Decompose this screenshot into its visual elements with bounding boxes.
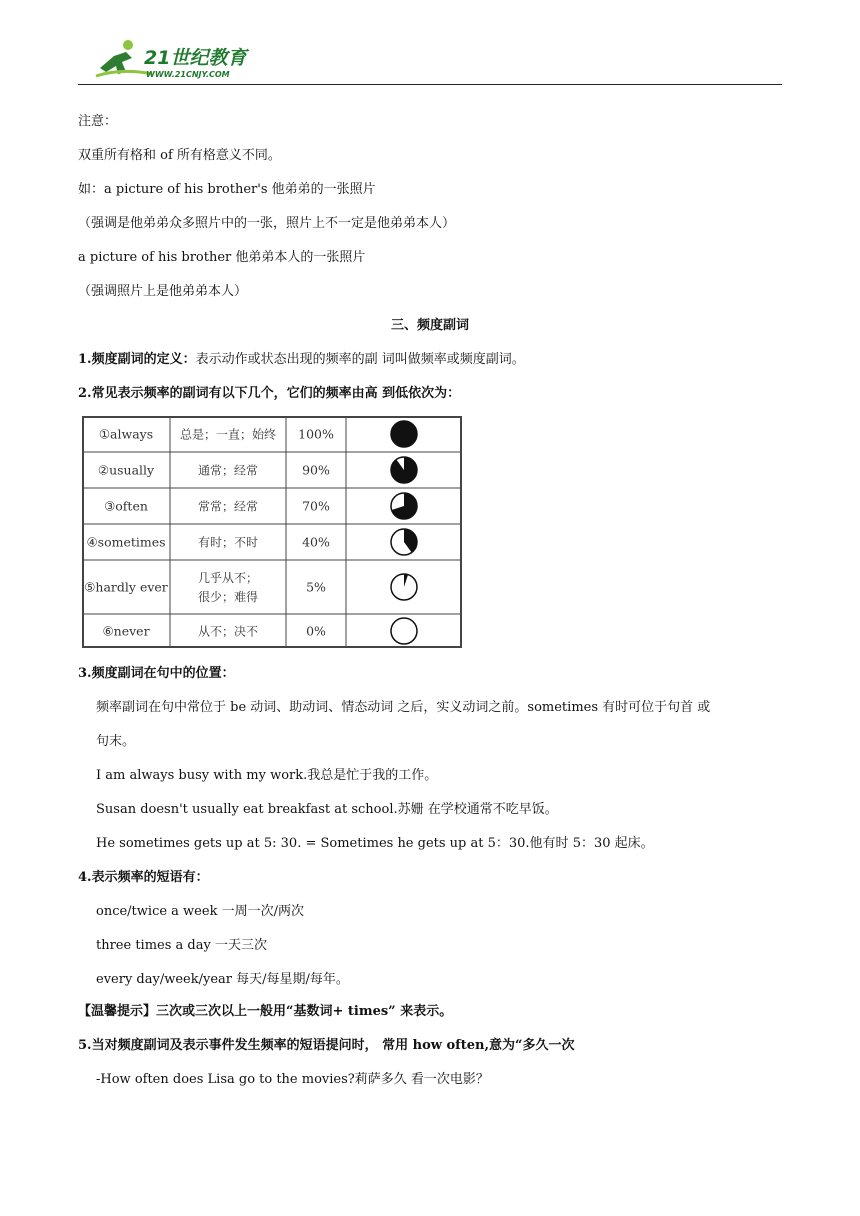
example-1: 如：a picture of his brother's 他弟弟的一张照片	[78, 182, 376, 197]
table-cell-word: ④sometimes	[86, 534, 166, 550]
paragraph-3-text: 频率副词在句中常位于 be 动词、助动词、情态动词 之后，实义动词之前。sometimes 有时可位于句首 或	[96, 700, 711, 715]
phrase-item: three times a day 一天三次	[96, 938, 267, 953]
frequency-fill	[391, 421, 417, 447]
example-sentence: He sometimes gets up at 5: 30. = Sometimes he gets up at 5：30.他有时 5：30 起床。	[96, 836, 654, 851]
frequency-table	[82, 416, 462, 648]
logo-text: 21世纪教育	[144, 47, 247, 69]
tip: 【温馨提示】三次或三次以上一般用“基数词+ times” 来表示。	[78, 1004, 453, 1019]
header-divider	[78, 84, 782, 85]
paragraph-3-text-cont: 句末。	[96, 734, 136, 749]
table-cell-word: ③often	[104, 498, 148, 514]
paragraph-1-label: 1.频度副词的定义：	[78, 352, 196, 367]
example-2-note: （强调照片上是他弟弟本人）	[78, 284, 248, 299]
paragraph-2: 2.常见表示频率的副词有以下几个，它们的频率由高 到低依次为：	[78, 386, 461, 401]
table-cell-meaning: 常常；经常	[197, 499, 259, 514]
paragraph-1	[78, 352, 525, 368]
phrase-item: once/twice a week 一周一次/两次	[96, 904, 304, 919]
paragraph-5: 5.当对频度副词及表示事件发生频率的短语提问时， 常用 how often,意为“多久一次	[78, 1038, 575, 1053]
table-cell-word: ①always	[98, 426, 154, 442]
table-cell-word: ②usually	[97, 462, 155, 478]
table-cell-percent: 90%	[302, 462, 330, 478]
table-cell-meaning: 几乎从不；	[197, 571, 259, 585]
example-2: a picture of his brother 他弟弟本人的一张照片	[78, 250, 366, 265]
table-cell-word: ⑤hardly ever	[84, 579, 168, 595]
table-cell-meaning: 有时；不时	[197, 535, 259, 550]
example-sentence: I am always busy with my work.我总是忙于我的工作。	[96, 768, 438, 783]
table-cell-meaning: 总是；一直；始终	[179, 427, 277, 442]
table-cell-meaning: 通常；经常	[197, 463, 259, 478]
note-line: 双重所有格和 of 所有格意义不同。	[78, 148, 281, 163]
logo	[92, 38, 262, 82]
frequency-fill	[391, 457, 417, 483]
table-cell-meaning: 从不；决不	[197, 624, 259, 639]
example-sentence: -How often does Lisa go to the movies?莉萨多久 看一次电影？	[96, 1072, 489, 1087]
paragraph-1-text: 表示动作或状态出现的频率的副 词叫做频率或频度副词。	[195, 352, 525, 367]
frequency-circle-icon	[391, 618, 417, 644]
section-title: 三、频度副词	[390, 318, 469, 333]
table-cell-word: ⑥never	[102, 623, 150, 639]
table-cell-meaning: 很少；难得	[197, 590, 259, 604]
phrase-item: every day/week/year 每天/每星期/每年。	[96, 972, 349, 987]
paragraph-4: 4.表示频率的短语有：	[78, 870, 209, 885]
table-cell-percent: 70%	[302, 498, 330, 514]
example-1-note: （强调是他弟弟众多照片中的一张，照片上不一定是他弟弟本人）	[78, 216, 456, 231]
example-sentence: Susan doesn't usually eat breakfast at school.苏姗 在学校通常不吃早饭。	[96, 802, 558, 817]
paragraph-3: 3.频度副词在句中的位置：	[78, 666, 235, 681]
table-cell-percent: 0%	[306, 623, 326, 639]
table-cell-percent: 5%	[306, 579, 326, 595]
table-cell-percent: 100%	[298, 426, 334, 442]
logo-url: WWW.21CNJY.COM	[146, 70, 230, 79]
table-cell-percent: 40%	[302, 534, 330, 550]
note-label: 注意：	[78, 114, 118, 129]
